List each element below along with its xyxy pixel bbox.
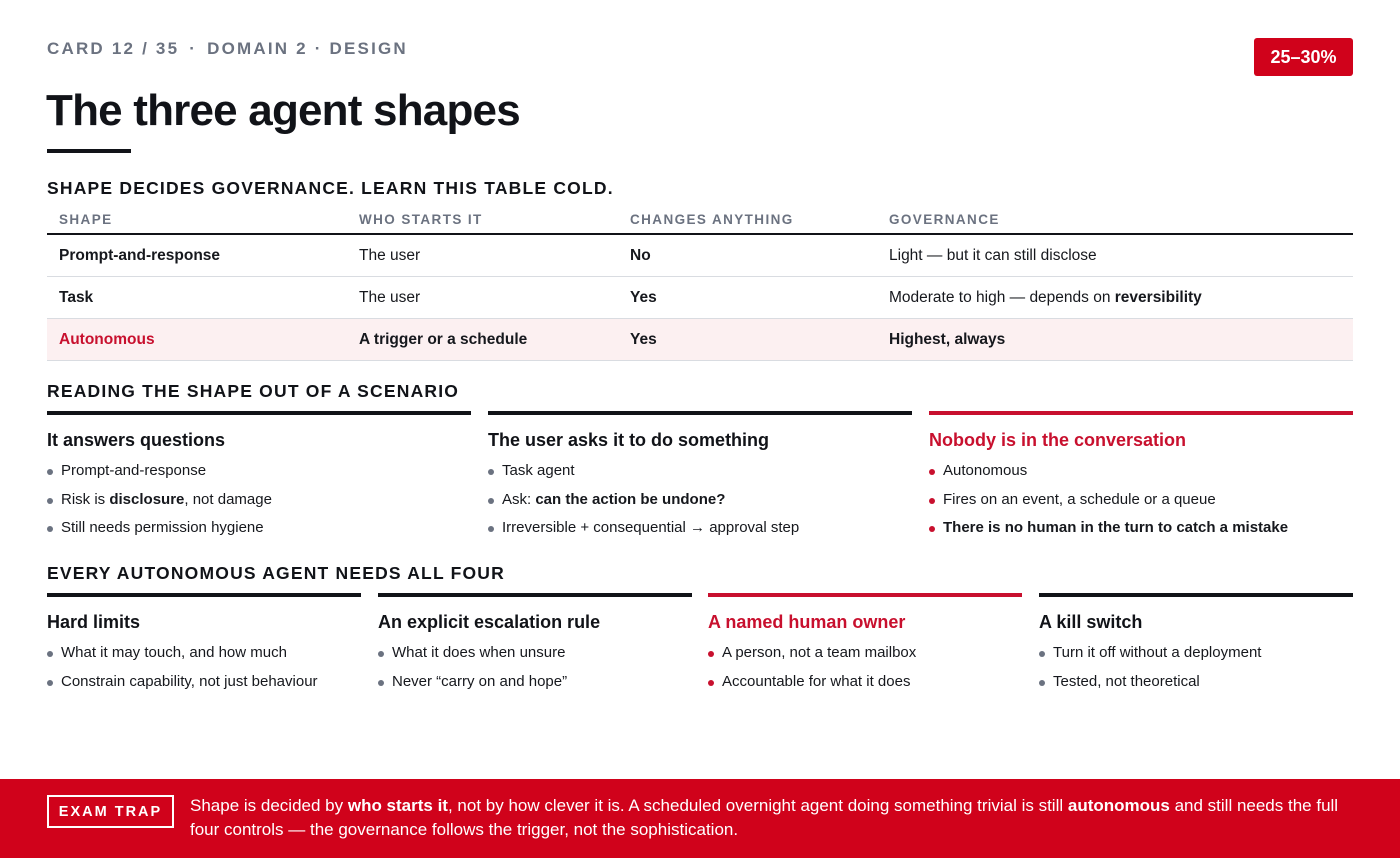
item-bold: There is no human in the turn to catch a mistake [943,519,1289,536]
scenario-card-autonomous [929,411,1353,543]
domain-label: DOMAIN 2 · DESIGN [207,39,408,58]
list-item [488,514,912,543]
card-top-rule [47,593,361,597]
table-row-highlighted [47,319,1353,361]
bullet-icon [488,469,494,475]
item-text: What it does when unsure [392,644,566,661]
card-list [708,639,1022,696]
list-item [47,457,471,486]
card-top-rule [708,593,1022,597]
column-header-who: WHO STARTS IT [359,211,483,227]
cell-shape: Prompt-and-response [59,246,221,264]
column-header-governance: GOVERNANCE [889,211,1000,227]
card-list [1039,639,1353,696]
footer-bold-part: autonomous [1067,796,1170,815]
list-item [488,486,912,515]
cell-governance-text: Moderate to high — depends on [889,288,1115,306]
page-title: The three agent shapes [46,86,520,135]
card-list [47,639,361,696]
bullet-icon [378,651,384,657]
card-eyebrow [47,39,408,59]
cell-governance [889,289,1202,307]
item-text: Accountable for what it does [722,672,911,690]
cell-governance-bold: reversibility [1114,288,1202,306]
footer-text-part: and still needs the full four controls — the governance follows the trigger, not the sophistication. [190,796,1339,839]
control-card-kill-switch [1039,593,1353,696]
footer-text-part: , not by how clever it is. A scheduled overnight agent doing something trivial is still [447,796,1068,815]
exam-trap-footer [0,779,1400,858]
cell-changes: No [630,246,651,264]
list-item [708,639,1022,668]
item-text: Task agent [502,462,575,479]
cell-changes: Yes [630,330,657,348]
item-text: What it may touch, and how much [61,644,287,661]
bullet-icon [47,526,53,532]
bullet-icon [929,526,935,532]
item-text: Prompt-and-response [61,462,207,479]
item-text: Ask: [502,490,536,508]
card-title: A named human owner [708,612,906,632]
weight-badge: 25–30% [1254,38,1353,76]
list-item [929,486,1353,515]
list-item [378,668,692,697]
card-counter: CARD 12 / 35 [47,39,180,58]
bullet-icon [929,498,935,504]
item-text: Risk is [61,490,110,508]
card-list [378,639,692,696]
list-item [378,639,692,668]
card-list [488,457,912,543]
card-title: A kill switch [1039,612,1143,632]
footer-bold-part: who starts it [347,796,448,815]
cell-governance-text: Highest, always [889,330,1006,348]
bullet-icon [708,651,714,657]
footer-text-part: Shape is decided by [190,796,348,815]
item-text: Irreversible + consequential → approval step [502,519,800,536]
card-list [47,457,471,543]
bullet-icon [929,469,935,475]
bullet-icon [378,680,384,686]
item-bold: can the action be undone? [535,490,726,508]
bullet-icon [488,498,494,504]
item-text-after: , not damage [184,490,272,508]
card-title: It answers questions [47,430,226,450]
bullet-icon [47,680,53,686]
cell-shape: Task [59,288,94,306]
cell-who: A trigger or a schedule [359,330,528,348]
card-title: The user asks it to do something [488,430,770,450]
title-underline [47,149,131,153]
item-bold: disclosure [109,490,185,508]
card-top-rule [378,593,692,597]
card-top-rule [47,411,471,415]
card-title: An explicit escalation rule [378,612,601,632]
card-list [929,457,1353,543]
item-text: Still needs permission hygiene [61,519,264,536]
bullet-icon [47,651,53,657]
list-item [47,486,471,515]
cell-governance-text: Light — but it can still disclose [889,246,1097,264]
column-header-changes: CHANGES ANYTHING [630,211,794,227]
list-item [708,668,1022,697]
cell-who: The user [359,246,421,264]
bullet-icon [47,498,53,504]
table-section-heading: SHAPE DECIDES GOVERNANCE. LEARN THIS TABLE COLD. [47,178,614,198]
card-top-rule [929,411,1353,415]
card-title: Hard limits [47,612,141,632]
item-text: Fires on an event, a schedule or a queue [943,490,1216,508]
scenario-card-prompt [47,411,471,543]
item-text: Turn it off without a deployment [1053,644,1262,661]
cell-governance [889,247,1097,265]
scenario-section-heading: READING THE SHAPE OUT OF A SCENARIO [47,381,460,401]
item-text: A person, not a team mailbox [722,644,917,661]
item-text: Tested, not theoretical [1053,672,1200,690]
cell-governance [889,331,1005,349]
cell-who: The user [359,288,421,306]
item-text: Autonomous [943,462,1028,479]
list-item [47,639,361,668]
shapes-table [47,205,1353,361]
list-item [1039,639,1353,668]
bullet-icon [47,469,53,475]
control-card-escalation [378,593,692,696]
item-text: Never “carry on and hope” [392,672,568,690]
bullet-icon [488,526,494,532]
list-item [929,514,1353,543]
table-row [47,235,1353,277]
eyebrow-separator: · [189,39,198,58]
card-title: Nobody is in the conversation [929,430,1187,450]
column-header-shape: SHAPE [59,211,113,227]
list-item [47,514,471,543]
cell-changes: Yes [630,288,657,306]
controls-section-heading: EVERY AUTONOMOUS AGENT NEEDS ALL FOUR [47,563,505,583]
list-item [488,457,912,486]
exam-trap-text [190,794,1350,842]
bullet-icon [708,680,714,686]
bullet-icon [1039,680,1045,686]
bullet-icon [1039,651,1045,657]
list-item [929,457,1353,486]
control-card-hard-limits [47,593,361,696]
card-top-rule [488,411,912,415]
item-text: Constrain capability, not just behaviour [61,672,318,690]
control-card-owner [708,593,1022,696]
scenario-card-task [488,411,912,543]
list-item [47,668,361,697]
list-item [1039,668,1353,697]
table-header-row [47,205,1353,235]
card-top-rule [1039,593,1353,597]
table-row [47,277,1353,319]
exam-trap-label: EXAM TRAP [47,795,174,828]
cell-shape: Autonomous [59,330,155,348]
